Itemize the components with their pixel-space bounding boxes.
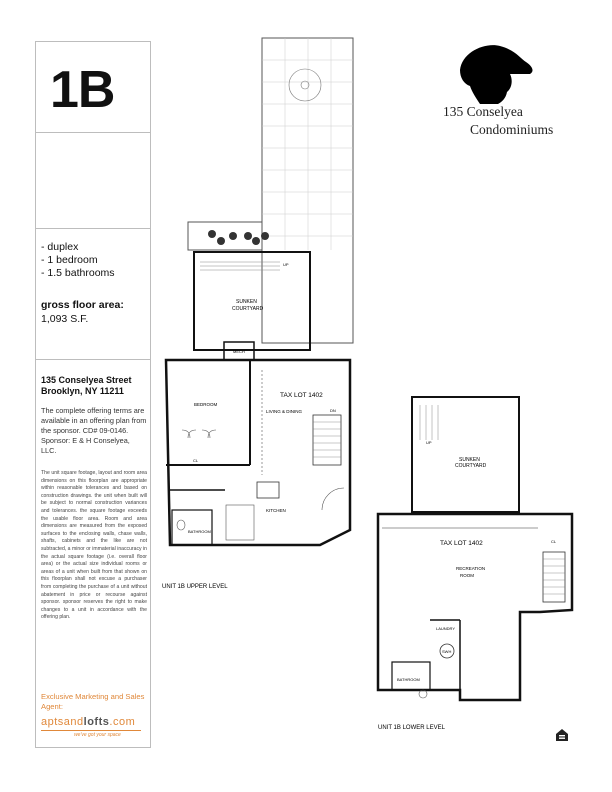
terrace (188, 38, 353, 343)
room-label: SUNKEN (459, 457, 480, 463)
upper-unit-walls (166, 360, 350, 545)
equal-housing-icon (555, 728, 569, 742)
upper-bathroom (172, 510, 212, 545)
tax-lot-label: TAX LOT 1402 (440, 540, 483, 547)
room-label: ROOM (460, 573, 474, 578)
gross-area-label: gross floor area: (41, 299, 124, 311)
room-label: RECREATION (456, 566, 486, 571)
interior-stair (543, 552, 565, 602)
tax-lot-label: TAX LOT 1402 (280, 392, 323, 399)
courtyard-stairs (200, 262, 280, 270)
entry-door (322, 488, 344, 510)
room-label: COURTYARD (455, 463, 487, 469)
offering-text: The complete offering terms are available in an offering plan from the sponsor. CD# 09-0146. Sponsor: E & H Conselyea, LLC. (41, 406, 147, 455)
agent-tagline: we've got your space (74, 732, 121, 738)
room-label: COURTYARD (232, 306, 264, 312)
stair-label: DN (330, 408, 336, 413)
gross-area-value: 1,093 S.F. (41, 313, 89, 325)
brand-subtitle: Condominiums (470, 122, 554, 137)
equipment-label: SWH (442, 649, 452, 654)
address-line1: 135 Conselyea Street (41, 375, 132, 385)
room-label: CL (193, 458, 199, 463)
room-label: SUNKEN (236, 299, 257, 305)
stair-label: UP (426, 440, 432, 445)
kitchen-island (257, 482, 279, 498)
sunken-courtyard-lower (412, 397, 519, 512)
room-label: LAUNDRY (436, 626, 456, 631)
lower-bathroom (392, 662, 430, 690)
room-label: MECH (233, 349, 245, 354)
room-label: CL (551, 539, 557, 544)
agent-logo-part: .com (109, 716, 136, 728)
room-label: KITCHEN (266, 508, 286, 513)
agent-label: Exclusive Marketing and Sales Agent: (41, 692, 145, 711)
room-label: BATHROOM (397, 677, 420, 682)
planter-shrubs (208, 230, 269, 245)
agent-logo-part: lofts (83, 716, 110, 728)
lower-level-caption: UNIT 1B LOWER LEVEL (378, 725, 445, 731)
unit-code: 1B (50, 61, 115, 119)
room-label: BATHROOM (188, 529, 211, 534)
agent-logo-part: aptsand (41, 716, 84, 728)
disclaimer-text: The unit square footage, layout and room area dimensions on this floorplan are appropriate within reasonable tolerances and based on construction drawings. the unit when built will be subject to normal construction variances and tolerances. the square footage exceeds the usable floor area. Room and area dimensions are measured from the exposed surfaces to the enclosing walls, chase walls, shafts, cabinets and the like are not subtracted, a minor or immaterial inaccuracy in the actual square footage (i.e. overall floor area) or the actual size individual rooms or areas of a unit when built from that shown on this floorplan shall not excuse a purchaser from completing the purchase of a unit without abatement in price or recourse against sponsor. sponsor reserves the right to make changes to a unit in accordance with the offering plan. (41, 470, 147, 621)
feature-item: - 1 bedroom (41, 254, 98, 266)
room-label: LIVING & DINING (266, 409, 303, 414)
feature-item: - duplex (41, 241, 79, 253)
upper-level-caption: UNIT 1B UPPER LEVEL (162, 584, 228, 590)
address-line2: Brooklyn, NY 11211 (41, 386, 124, 396)
interior-stair (313, 415, 341, 465)
feature-item: - 1.5 bathrooms (41, 267, 115, 279)
stair-label: UP (283, 262, 289, 267)
brand-title: 135 Conselyea (443, 104, 523, 119)
tree-icon (289, 69, 321, 101)
room-label: BEDROOM (194, 402, 218, 407)
